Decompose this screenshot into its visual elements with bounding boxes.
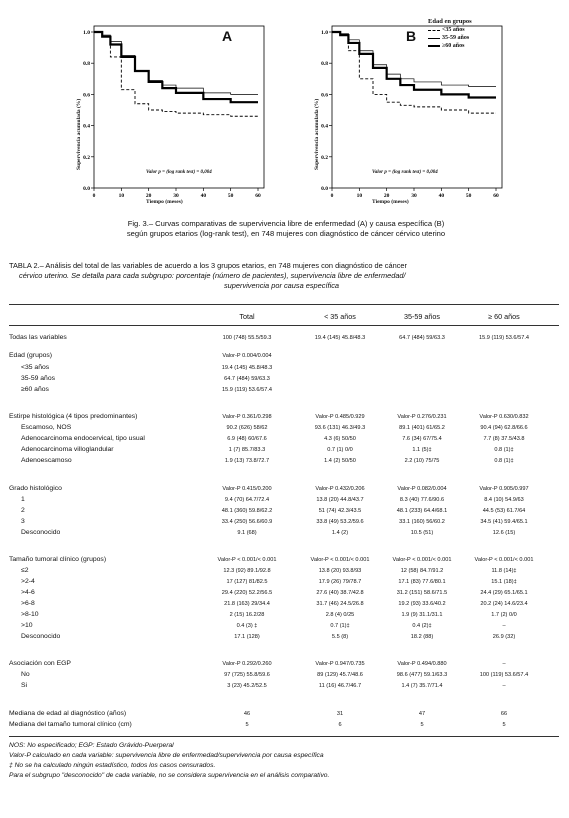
x-tick-label: 10	[118, 193, 125, 199]
table-cell: 31.2 (151) 58.6/71.5	[396, 590, 448, 596]
table-cell: Valor-P 0.485/0.929	[315, 414, 365, 420]
figure-caption	[56, 219, 516, 239]
panel-letter-a: A	[222, 28, 233, 44]
header-under-35: < 35 años	[324, 312, 356, 321]
x-tick-label: 0	[92, 193, 96, 199]
header-total: Total	[239, 312, 255, 321]
table-row-label: Adenoescamoso	[21, 457, 72, 464]
table-cell: 1.9 (13) 73.8/72.7	[224, 458, 270, 464]
x-tick-label: 30	[173, 193, 179, 199]
table-cell: 33.1 (160) 56/60.2	[399, 519, 445, 525]
table-cell: 1.4 (7) 35.7/71.4	[401, 683, 443, 689]
table-cell: 3 (23) 45.2/52.5	[227, 683, 267, 689]
table-cell: 66	[500, 711, 508, 717]
table-cell: Valor-P 0.082/0.004	[397, 486, 447, 492]
table-row-label: >4-6	[21, 589, 35, 596]
table-cell: Valor-P 0.004/0.004	[222, 353, 272, 359]
legend-item-under-35	[428, 26, 472, 34]
dashed-line-swatch	[428, 30, 440, 31]
table-cell: 17.1 (83) 77.6/80.1	[398, 579, 446, 585]
table-row-label: Grado histológico	[9, 485, 62, 492]
table-row-label: Desconocido	[21, 529, 61, 536]
table-row-label: Mediana del tamaño tumoral clínico (cm)	[9, 721, 132, 728]
table-cell: 15.1 (18)‡	[491, 579, 517, 585]
table-cell: 8.4 (10) 54.9/63	[484, 497, 524, 503]
table-cell: 93.6 (131) 46.3/49.3	[314, 425, 366, 431]
x-tick-label: 60	[493, 193, 499, 199]
table-row-label: Tamaño tumoral clínico (grupos)	[9, 556, 107, 563]
table-row-label: Si	[21, 682, 28, 689]
table-cell: 1.7 (2) 0/0	[491, 612, 517, 618]
y-tick-label: 0.8	[83, 61, 90, 68]
table-cell: Valor-P 0.494/0.880	[397, 661, 447, 667]
table-cell: Valor-P < 0.001/< 0.001	[474, 557, 534, 563]
table-row-label: 2	[21, 507, 25, 514]
table-cell: 48.1 (233) 64.4/68.1	[396, 508, 448, 514]
table-row-label: ≤2	[21, 567, 29, 574]
table-cell: 4.3 (6) 50/50	[324, 436, 356, 442]
x-tick-label: 20	[145, 193, 152, 199]
y-tick-label: 0.8	[321, 61, 328, 68]
legend-item-35-59	[428, 34, 472, 42]
table-cell: 26.9 (32)	[492, 634, 516, 640]
table-row-label: Adenocarcinoma villoglandular	[21, 446, 114, 453]
table-cell: 1.4 (2) 50/50	[324, 458, 356, 464]
table-cell: 24.4 (29) 65.1/65.1	[480, 590, 528, 596]
table-cell: Valor-P 0.432/0.206	[315, 486, 365, 492]
table-cell: 8.3 (40) 77.6/90.6	[399, 497, 445, 503]
table-cell: 33.8 (49) 53.2/59.6	[316, 519, 364, 525]
x-tick-label: 50	[227, 193, 234, 199]
table-cell: 27.6 (40) 38.7/42.8	[316, 590, 364, 596]
table-cell: 13.8 (20) 93.8/93	[318, 568, 362, 574]
table-cell: 11 (16) 46.7/46.7	[318, 683, 362, 689]
thin-line-swatch	[428, 38, 440, 39]
table-cell: 0.8 (1)‡	[494, 458, 514, 464]
table-cell: 29.4 (220) 52.2/56.5	[221, 590, 273, 596]
table-cell: 46	[243, 711, 251, 717]
legend-label: ≥60 años	[442, 43, 465, 49]
table-cell: 5.5 (8)	[331, 634, 349, 640]
survival-curve-thick	[94, 32, 258, 102]
table-row-label: Asociación con EGP	[9, 660, 71, 667]
y-tick-label: 0.0	[83, 186, 90, 192]
table-cell: 0.4 (3) ‡	[236, 623, 258, 629]
table-top-rule	[9, 304, 559, 305]
table-cell: 10.5 (51)	[410, 530, 434, 536]
table-cell: 21.8 (163) 29/34.4	[224, 601, 270, 607]
table-title-line: cérvico uterino. Se detalla para cada subgrupo: porcentaje (número de pacientes), supervivencia libre de enfermedad/	[19, 271, 406, 280]
panel-letter-b: B	[406, 28, 417, 44]
header-60-plus: ≥ 60 años	[488, 312, 520, 321]
table-row-label: <35 años	[21, 364, 50, 371]
y-tick-label: 0.6	[83, 92, 90, 99]
x-tick-label: 10	[356, 193, 363, 199]
x-tick-label: 0	[330, 193, 334, 199]
table-cell: 1.9 (9) 31.1/31.1	[401, 612, 443, 618]
footnote: Valor-P calculado en cada variable: supervivencia libre de enfermedad/supervivencia por causa específica	[9, 752, 324, 759]
table-cell: 19.2 (93) 33.6/40.2	[398, 601, 446, 607]
table-cell: 48.1 (360) 59.8/62.2	[221, 508, 273, 514]
survival-plot-a	[58, 20, 316, 210]
table-cell: 1 (7) 85.7/83.3	[228, 447, 266, 453]
table-row-label: Estirpe histológica (4 tipos predominantes)	[9, 413, 138, 420]
plot-a-ylabel: Supervivencia acumulada (%)	[76, 98, 82, 170]
x-tick-label: 60	[255, 193, 261, 199]
table-cell: Valor-P 0.276/0.231	[397, 414, 447, 420]
plot-b-pvalue: Valor p = (log rank test) = 0,004	[372, 170, 438, 175]
table-row-label: >2-4	[21, 578, 35, 585]
table-title-line: supervivencia por causa específica	[223, 281, 340, 290]
table-cell: 13.8 (20) 44.8/43.7	[316, 497, 364, 503]
table-row-label: Adenocarcinoma endocervical, tipo usual	[21, 435, 145, 442]
table-cell: 2.2 (10) 75/75	[404, 458, 440, 464]
table-cell: Valor-P 0.630/0.832	[479, 414, 529, 420]
table-cell: 17 (127) 81/82.5	[226, 579, 268, 585]
table-cell: 15.9 (119) 53.6/57.4	[222, 387, 272, 393]
table-cell: Valor-P 0.415/0.200	[222, 486, 272, 492]
table-cell: 12 (58) 84.7/91.2	[400, 568, 444, 574]
table-cell: 9.1 (68)	[237, 530, 257, 536]
table-cell: Valor-P < 0.001/< 0.001	[392, 557, 452, 563]
footnote: NOS: No especificado; EGP: Estado Grávido-Puerperal	[9, 742, 174, 749]
table-row-label: >8-10	[21, 611, 39, 618]
table-cell: 0.7 (1)‡	[330, 623, 350, 629]
table-row-label: >10	[21, 622, 33, 629]
footnote: Para el subgrupo "desconocido" de cada variable, no se considera supervivencia en el análisis comparativo.	[9, 772, 330, 779]
table-cell: Valor-P < 0.001/< 0.001	[217, 557, 277, 563]
y-tick-label: 0.2	[83, 154, 90, 161]
table-cell: 12.3 (92) 89.1/92.8	[223, 568, 271, 574]
table-cell: 0.7 (1) 0/0	[327, 447, 353, 453]
header-35-59: 35-59 años	[404, 312, 440, 321]
plot-frame	[94, 26, 264, 188]
table-cell: Valor-P 0.947/0.735	[315, 661, 365, 667]
table-cell: 47	[418, 711, 426, 717]
table-cell: 1.4 (2)	[331, 530, 349, 536]
table-cell: 64.7 (484) 59/63.3	[224, 376, 270, 382]
table-cell: 17.9 (26) 79/78.7	[318, 579, 362, 585]
table-cell: 5	[502, 722, 506, 728]
table-cell: Valor-P < 0.001/< 0.001	[310, 557, 370, 563]
table-cell: 7.6 (34) 67/75.4	[402, 436, 442, 442]
table-cell: Valor-P 0.905/0.997	[479, 486, 529, 492]
table-cell: Valor-P 0.361/0.298	[222, 414, 272, 420]
table-title	[9, 261, 554, 291]
legend-item-60-plus	[428, 42, 472, 50]
plot-a-pvalue: Valor p = (log rank test) = 0,004	[146, 170, 212, 175]
table-cell: Valor-P 0.292/0.260	[222, 661, 272, 667]
y-tick-label: 0.0	[321, 186, 328, 192]
table-row-label: Desconocido	[21, 633, 61, 640]
y-tick-label: 0.4	[321, 123, 328, 130]
legend-title: Edad en grupos	[428, 18, 472, 25]
legend-label: 35-59 años	[442, 35, 470, 41]
table-row-label: >6-8	[21, 600, 35, 607]
table-cell: 19.4 (145) 45.8/48.3	[314, 335, 366, 341]
table-cell: 44.5 (53) 61.7/64	[482, 508, 526, 514]
y-tick-label: 0.2	[321, 154, 328, 161]
table-row-label: Edad (grupos)	[9, 352, 53, 359]
x-tick-label: 50	[465, 193, 472, 199]
survival-plot-b	[296, 20, 554, 210]
table-cell: 17.1 (128)	[234, 634, 260, 640]
table-cell: 31	[336, 711, 344, 717]
table-cell: –	[502, 623, 506, 629]
table-cell: 7.7 (8) 37.5/43.8	[483, 436, 525, 442]
plot-b-ylabel: Supervivencia acumulada (%)	[314, 98, 320, 170]
table-cell: 100 (119) 53.6/57.4	[479, 672, 529, 678]
table-row-label: 3	[21, 518, 25, 525]
table-cell: 90.4 (94) 62.8/66.6	[480, 425, 528, 431]
table-cell: 1.1 (5)‡	[412, 447, 432, 453]
table-cell: 89.1 (401) 61/65.2	[399, 425, 445, 431]
table-row-label: 35-59 años	[21, 375, 56, 382]
plot-b-xlabel: Tiempo (meses)	[372, 199, 409, 205]
table-cell: 34.5 (41) 59.4/65.1	[480, 519, 528, 525]
age-group-legend	[428, 18, 472, 50]
table-row-label: 1	[21, 496, 25, 503]
table-cell: 89 (129) 45.7/48.6	[317, 672, 363, 678]
table-cell: 5	[420, 722, 424, 728]
legend-label: <35 años	[442, 27, 465, 33]
plot-frame	[332, 26, 502, 188]
x-tick-label: 20	[383, 193, 390, 199]
survival-curve-thin	[94, 32, 258, 94]
caption-line: según grupos etarios (log-rank test), en 748 mujeres con diagnóstico de cáncer cérvico uterino	[126, 229, 446, 238]
table-cell: 31.7 (46) 24.5/26.8	[316, 601, 364, 607]
table-row-label: ≥60 años	[21, 386, 49, 393]
x-tick-label: 40	[438, 193, 445, 199]
x-tick-label: 30	[411, 193, 417, 199]
table-cell: 20.2 (24) 14.6/23.4	[480, 601, 528, 607]
y-tick-label: 0.4	[83, 123, 90, 130]
table-cell: 90.2 (626) 58/62	[226, 425, 268, 431]
table-cell: 0.4 (2)‡	[412, 623, 432, 629]
table-cell: 100 (748) 55.5/59.3	[222, 335, 272, 341]
table-cell: 11.8 (14)‡	[491, 568, 517, 574]
x-tick-label: 40	[200, 193, 207, 199]
table-row-label: Todas las variables	[9, 334, 67, 341]
thick-line-swatch	[428, 45, 440, 47]
table-cell: 6	[338, 722, 342, 728]
y-tick-label: 0.6	[321, 92, 328, 99]
table-cell: 98.6 (477) 59.1/63.3	[396, 672, 448, 678]
table-cell: 6.9 (48) 60/67.6	[227, 436, 267, 442]
table-cell: 5	[245, 722, 249, 728]
table-title-line: TABLA 2.– Análisis del total de las variables de acuerdo a los 3 grupos etarios, en 748 mujeres con diagnóstico de cáncer	[9, 261, 407, 270]
table-cell: 2 (15) 16.2/28	[229, 612, 265, 618]
caption-line: Fig. 3.– Curvas comparativas de supervivencia libre de enfermedad (A) y causa específica (B)	[127, 219, 445, 228]
table-cell: 18.2 (88)	[410, 634, 434, 640]
table-cell: 19.4 (145) 45.8/48.3	[221, 365, 273, 371]
table-cell: –	[502, 683, 506, 689]
table-row-label: Escamoso, NOS	[21, 424, 72, 431]
y-tick-label: 1.0	[321, 30, 328, 36]
table-cell: 9.4 (70) 64.7/72.4	[224, 497, 270, 503]
table-cell: 15.9 (119) 53.6/57.4	[479, 335, 529, 341]
y-tick-label: 1.0	[83, 30, 90, 36]
table-cell: 33.4 (250) 56.6/60.9	[221, 519, 273, 525]
table-cell: –	[502, 661, 506, 667]
table-row-label: No	[21, 671, 30, 678]
table-cell: 0.8 (1)‡	[494, 447, 514, 453]
table-cell: 97 (725) 55.8/59.6	[224, 672, 270, 678]
table-cell: 2.8 (4) 0/25	[325, 612, 355, 618]
plot-a-xlabel: Tiempo (meses)	[146, 199, 183, 205]
table-header-rule	[9, 325, 559, 326]
table-cell: 12.6 (15)	[492, 530, 516, 536]
table-row-label: Mediana de edad al diagnóstico (años)	[9, 710, 127, 717]
table-cell: 51 (74) 42.3/43.5	[318, 508, 362, 514]
table-cell: 64.7 (484) 59/63.3	[399, 335, 445, 341]
footnote: ‡ No se ha calculado ningún estadístico, todos los casos censurados.	[9, 762, 216, 769]
table-bottom-rule	[9, 736, 559, 737]
